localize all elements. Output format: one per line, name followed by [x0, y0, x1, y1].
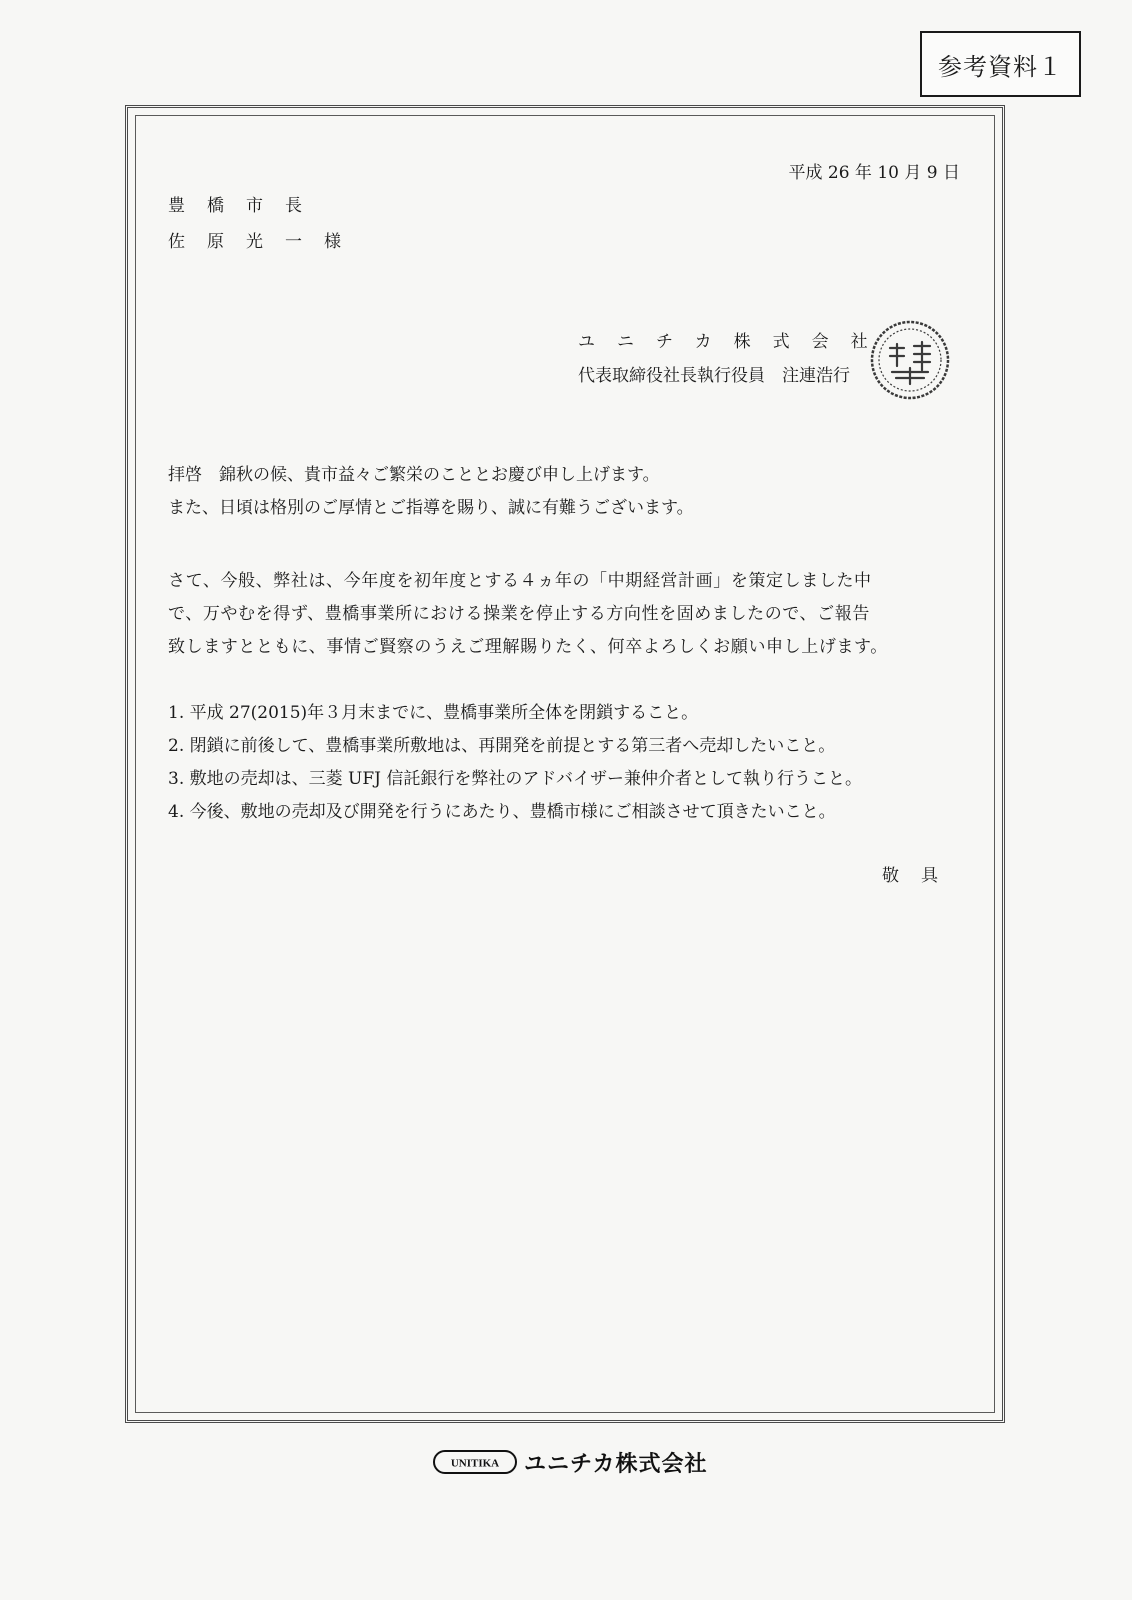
list-item: 3. 敷地の売却は、三菱 UFJ 信託銀行を弊社のアドバイザー兼仲介者として執り行うこと。 [168, 769, 863, 789]
greeting-line-2: また、日頃は格別のご厚情とご指導を賜り、誠に有難うございます。 [168, 498, 694, 518]
sender-representative: 代表取締役社長執行役員 注連浩行 [578, 366, 850, 386]
company-seal [868, 318, 952, 402]
list-item: 2. 閉鎖に前後して、豊橋事業所敷地は、再開発を前提とする第三者へ売却したいこと。 [168, 736, 836, 756]
unitika-logo-icon [432, 1447, 518, 1477]
recipient-title: 豊橋市長 [168, 196, 324, 216]
sender-company: ユニチカ株式会社 [578, 332, 890, 352]
body-line-3: 致しますとともに、事情ご賢察のうえご理解賜りたく、何卒よろしくお願い申し上げます。 [168, 637, 888, 657]
footer-company-name: ユニチカ株式会社 [524, 1451, 708, 1477]
letter-date: 平成 26 年 10 月 9 日 [788, 163, 960, 183]
body-line-2: で、万やむを得ず、豊橋事業所における操業を停止する方向性を固めましたので、ご報告 [168, 604, 870, 624]
list-item: 4. 今後、敷地の売却及び開発を行うにあたり、豊橋市様にご相談させて頂きたいこと。 [168, 802, 836, 822]
closing-phrase: 敬具 [882, 866, 960, 886]
recipient-name: 佐原光一様 [168, 232, 363, 252]
greeting-line-1: 拝啓 錦秋の候、貴市益々ご繁栄のこととお慶び申し上げます。 [168, 465, 660, 485]
letter-frame-inner [135, 115, 995, 1413]
reference-label: 参考資料１ [920, 31, 1081, 97]
footer-logo-block [432, 1442, 708, 1482]
svg-text:UNITIKA: UNITIKA [450, 1457, 500, 1470]
body-line-1: さて、今般、弊社は、今年度を初年度とする４ヵ年の「中期経営計画」を策定しました中 [168, 571, 872, 591]
list-item: 1. 平成 27(2015)年３月末までに、豊橋事業所全体を閉鎖すること。 [168, 703, 699, 723]
